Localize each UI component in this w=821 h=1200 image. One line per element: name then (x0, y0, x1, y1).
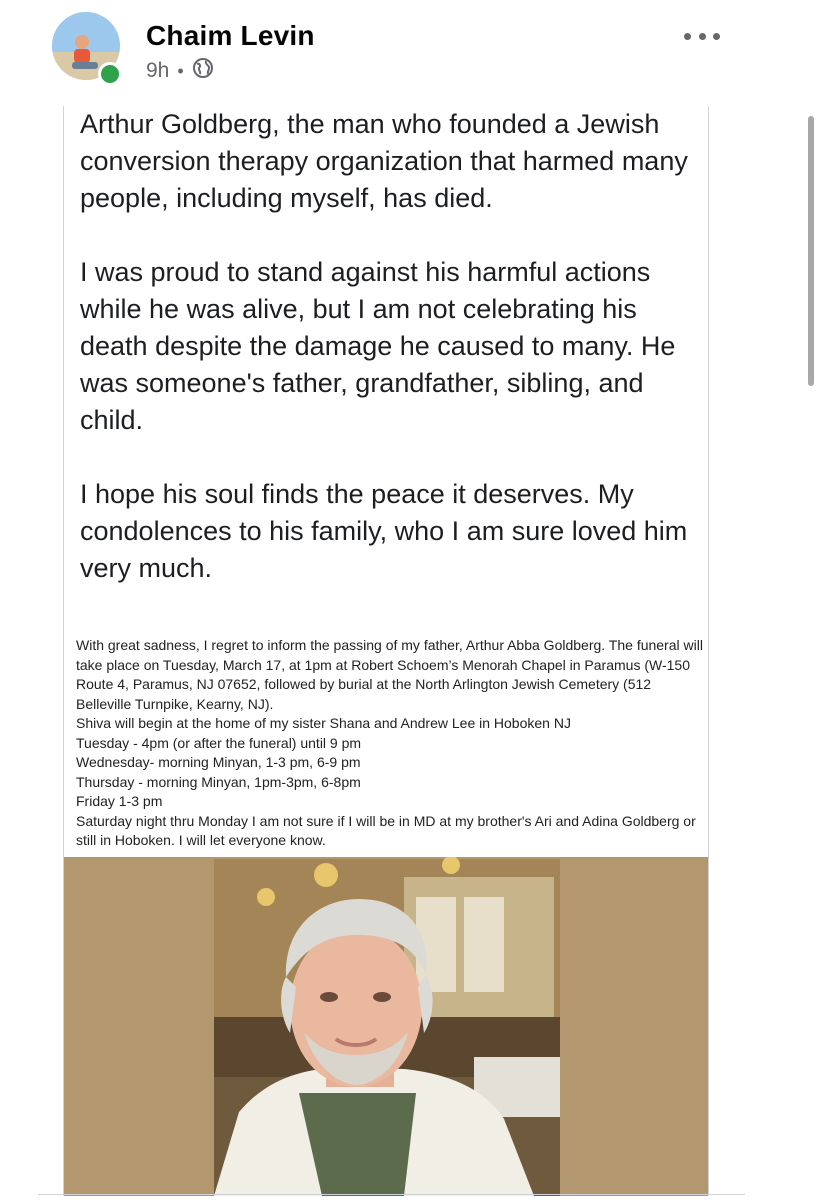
post-photo[interactable] (64, 857, 708, 1196)
more-dot (713, 33, 720, 40)
online-status-indicator (98, 62, 122, 86)
funeral-notice-image-text (76, 636, 704, 851)
notice-line: Tuesday - 4pm (or after the funeral) until 9 pm (76, 734, 362, 751)
post-header (0, 0, 821, 96)
post-paragraph: I hope his soul finds the peace it deserves. My condolences to his family, who I am sure loved him very much. (80, 479, 688, 583)
post-body (80, 106, 700, 587)
more-options-icon[interactable] (684, 26, 720, 46)
notice-line: Friday 1-3 pm (76, 793, 163, 809)
notice-line: Thursday - morning Minyan, 1pm-3pm, 6-8pm (76, 773, 361, 790)
page-scrollbar[interactable] (808, 116, 814, 386)
author-name[interactable]: Chaim Levin (146, 20, 315, 51)
globe-icon[interactable] (192, 57, 214, 85)
post-time[interactable]: 9h (146, 59, 170, 82)
notice-line: With great sadness, I regret to inform the passing of my father, Arthur Abba Goldberg. The funeral will take place on Tuesday, March 17, at 1pm at Robert Schoem’s Menorah Chapel in Paramus (W-150 Route 4, Paramus, NJ 07652, followed by burial at the North Arlington Jewish Cemetery (512 Belleville Turnpike, Kearny, NJ). (76, 637, 703, 712)
post-card (63, 106, 709, 1196)
notice-line: Saturday night thru Monday I am not sure if I will be in MD at my brother's Ari and Adina Goldberg or still in Hoboken. I will let everyone know. (76, 812, 696, 848)
meta-separator: • (177, 60, 184, 81)
notice-line: Shiva will begin at the home of my sister Shana and Andrew Lee in Hoboken NJ (76, 715, 571, 731)
post-meta (146, 58, 214, 84)
notice-line: Wednesday- morning Minyan, 1-3 pm, 6-9 pm (76, 754, 361, 770)
post-paragraph: I was proud to stand against his harmful actions while he was alive, but I am not celebrating his death despite the damage he caused to many. He was someone's father, grandfather, sibling, and child. (80, 257, 676, 435)
more-dot (699, 33, 706, 40)
post-paragraph: Arthur Goldberg, the man who founded a Jewish conversion therapy organization that harmed many people, including myself, has died. (80, 109, 688, 213)
divider (38, 1194, 745, 1195)
more-dot (684, 33, 691, 40)
